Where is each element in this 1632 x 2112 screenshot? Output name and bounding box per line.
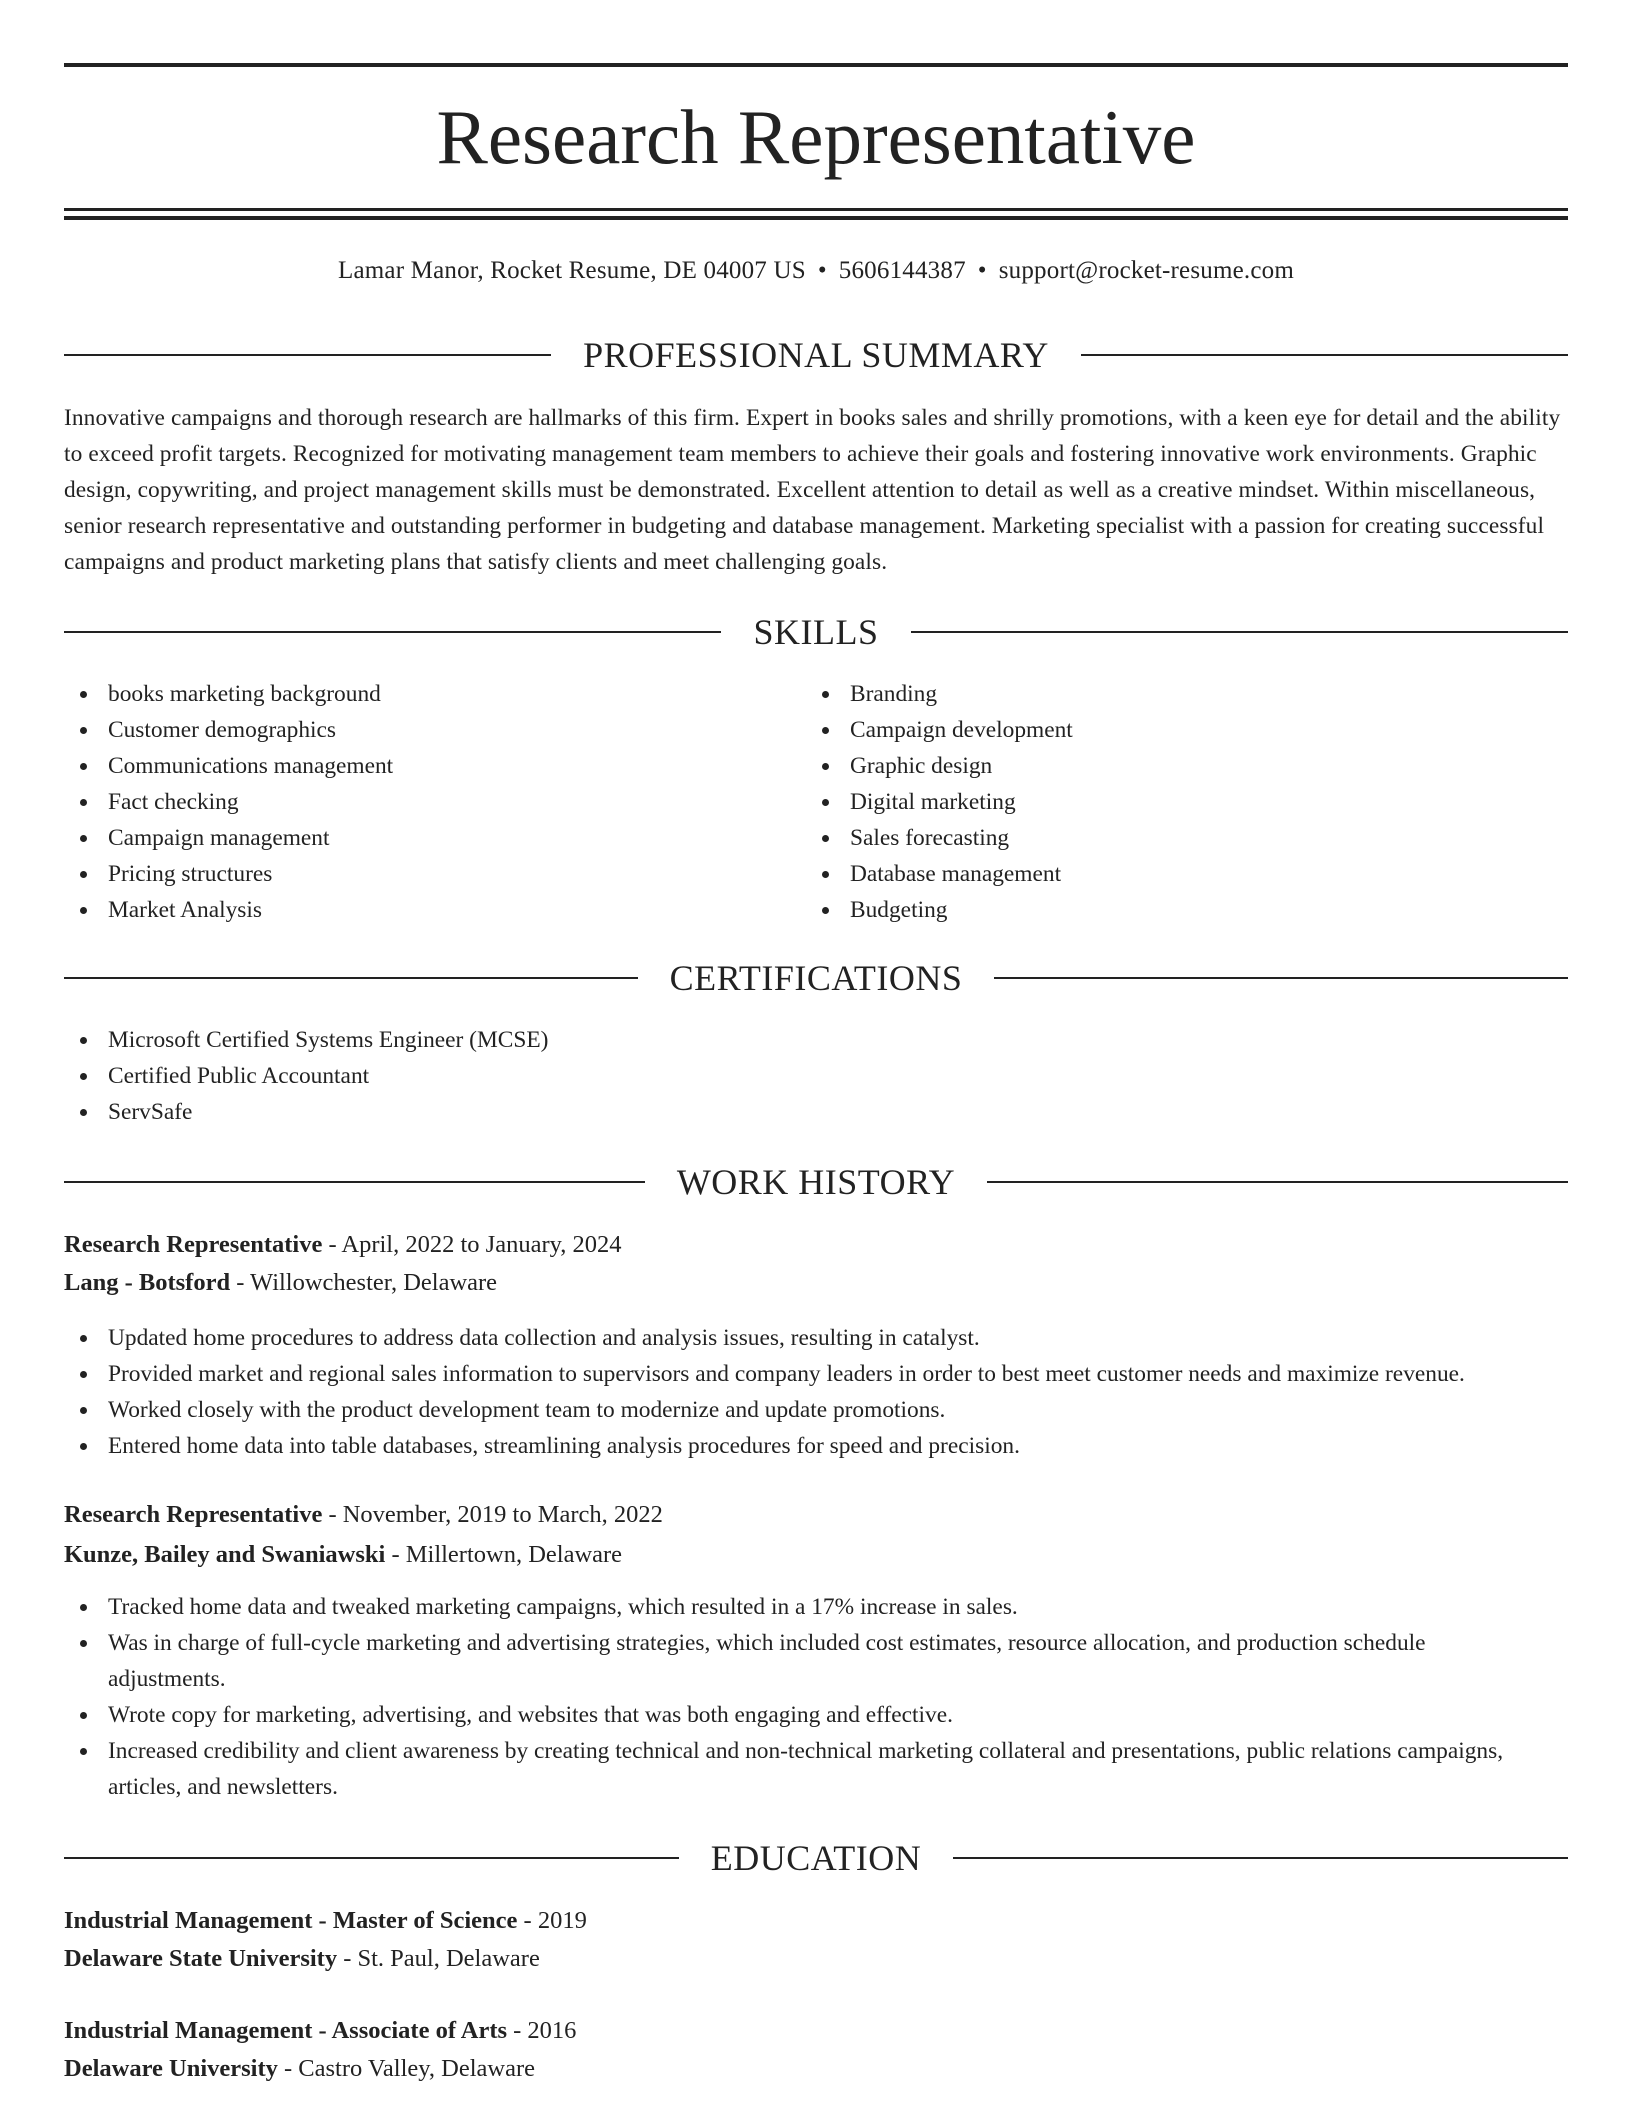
skill-item: Branding [806, 676, 1546, 712]
job-location: - Millertown, Delaware [385, 1541, 623, 1568]
skill-item: Customer demographics [64, 712, 804, 748]
job-bullet: Entered home data into table databases, streamlining analysis procedures for speed and precision. [64, 1428, 1568, 1464]
section-heading-education [64, 1836, 1568, 1880]
skill-item: Campaign management [64, 820, 804, 856]
skill-item: Budgeting [806, 892, 1546, 928]
job-location: - Willowchester, Delaware [230, 1269, 498, 1296]
contact-address: Lamar Manor, Rocket Resume, DE 04007 US [337, 257, 806, 284]
contact-line [64, 255, 1568, 287]
certifications-list [64, 1022, 1568, 1130]
job-role: Research Representative [64, 1501, 323, 1528]
job-company: Kunze, Bailey and Swaniawski [64, 1541, 386, 1568]
education-location: - St. Paul, Delaware [337, 1945, 540, 1972]
education-year: - 2019 [517, 1907, 587, 1934]
education-school-line [64, 1940, 1568, 1978]
skills-list-right [806, 676, 1546, 928]
education-degree: Industrial Management - Master of Science [64, 1907, 518, 1934]
job-role: Research Representative [64, 1231, 323, 1258]
education-school: Delaware State University [64, 1945, 338, 1972]
section-heading-work-history [64, 1160, 1568, 1204]
education-school: Delaware University [64, 2055, 278, 2082]
education-degree-line [64, 1902, 1568, 1940]
job-company-line [64, 1264, 1568, 1302]
job-company-line [64, 1536, 1568, 1574]
job-title-line [64, 1226, 1568, 1264]
job-bullet: Worked closely with the product development team to modernize and update promotions. [64, 1392, 1568, 1428]
certification-item: Certified Public Accountant [64, 1058, 1568, 1094]
section-title: PROFESSIONAL SUMMARY [551, 335, 1081, 375]
title-double-rule-lower [64, 216, 1568, 220]
contact-email: support@rocket-resume.com [998, 257, 1295, 284]
section-heading-summary [64, 333, 1568, 377]
skill-item: Database management [806, 856, 1546, 892]
job-title-line [64, 1496, 1568, 1534]
job-bullet: Wrote copy for marketing, advertising, and websites that was both engaging and effective. [64, 1697, 1544, 1733]
job-dates: - April, 2022 to January, 2024 [322, 1231, 622, 1258]
job-bullets [64, 1320, 1568, 1464]
skill-item: Communications management [64, 748, 804, 784]
job-bullet: Increased credibility and client awareness by creating technical and non-technical marketing collateral and presentations, public relations campaigns, articles, and newsletters. [64, 1733, 1544, 1805]
skills-list-left [64, 676, 804, 928]
job-company: Lang - Botsford [64, 1269, 231, 1296]
summary-paragraph: Innovative campaigns and thorough research are hallmarks of this firm. Expert in books sales and shrilly promotions, with a keen eye for detail and the ability to exceed profit targets. Recognized for motivating management team members to achieve their goals and fostering innovative work environments. Graphic design, copywriting, and project management skills must be demonstrated. Excellent attention to detail as well as a creative mindset. Within miscellaneous, senior research representative and outstanding performer in budgeting and database management. Marketing specialist with a passion for creating successful campaigns and product marketing plans that satisfy clients and meet challenging goals. [64, 405, 1561, 575]
section-heading-certifications [64, 956, 1568, 1000]
contact-separator: • [817, 257, 827, 284]
job-dates: - November, 2019 to March, 2022 [322, 1501, 663, 1528]
education-degree-line [64, 2012, 1568, 2050]
section-title: CERTIFICATIONS [638, 958, 995, 998]
section-title: SKILLS [721, 612, 910, 652]
skill-item: Market Analysis [64, 892, 804, 928]
page-title: Research Representative [436, 94, 1196, 180]
education-degree: Industrial Management - Associate of Arts [64, 2017, 508, 2044]
job-bullet: Was in charge of full-cycle marketing and advertising strategies, which included cost estimates, resource allocation, and production schedule adjustments. [64, 1625, 1544, 1697]
education-location: - Castro Valley, Delaware [277, 2055, 536, 2082]
top-rule [64, 63, 1568, 67]
skill-item: Digital marketing [806, 784, 1546, 820]
skill-item: Sales forecasting [806, 820, 1546, 856]
certification-item: ServSafe [64, 1094, 1568, 1130]
certification-item: Microsoft Certified Systems Engineer (MCSE) [64, 1022, 1568, 1058]
skill-item: books marketing background [64, 676, 804, 712]
skill-item: Graphic design [806, 748, 1546, 784]
section-title: EDUCATION [679, 1838, 953, 1878]
contact-separator: • [977, 257, 987, 284]
job-bullet: Tracked home data and tweaked marketing campaigns, which resulted in a 17% increase in sales. [64, 1589, 1544, 1625]
skill-item: Pricing structures [64, 856, 804, 892]
section-title: WORK HISTORY [645, 1162, 987, 1202]
job-bullet: Updated home procedures to address data collection and analysis issues, resulting in catalyst. [64, 1320, 1568, 1356]
skill-item: Campaign development [806, 712, 1546, 748]
section-heading-skills [64, 610, 1568, 654]
contact-phone: 5606144387 [838, 257, 966, 284]
education-school-line [64, 2050, 1568, 2088]
skill-item: Fact checking [64, 784, 804, 820]
job-bullet: Provided market and regional sales information to supervisors and company leaders in order to best meet customer needs and maximize revenue. [64, 1356, 1568, 1392]
job-bullets [64, 1589, 1544, 1805]
title-double-rule-upper [64, 208, 1568, 211]
education-year: - 2016 [507, 2017, 577, 2044]
